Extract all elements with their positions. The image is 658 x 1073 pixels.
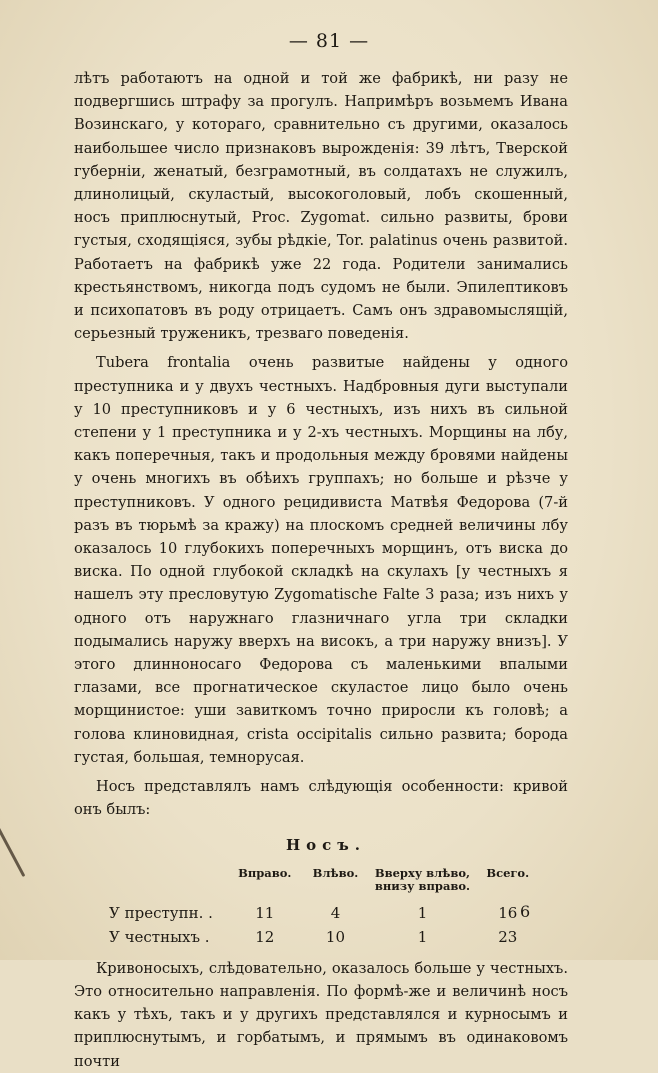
table-header-cell: Влѣво. bbox=[312, 865, 359, 880]
paragraph-2: Tubera frontalia очень развитые найдены у одного преступника и у двухъ честныхъ. Надбровныя дуги выступали у 10 преступниковъ и у 6 честныхъ, изъ нихъ въ сильной степени у 1 преступника и у 2-хъ честныхъ. Морщины на лбу, какъ поперечныя, такъ и продольныя между бровями найдены у очень многихъ въ обѣихъ группахъ; но больше и рѣзче у преступниковъ. У одного рецидивиста Матвѣя Федорова (7-й разъ въ тюрьмѣ за кражу) на плоскомъ средней величины лбу оказалось 10 глубокихъ поперечныхъ морщинъ, отъ виска до виска. По одной глубокой складкѣ на скулахъ [у честныхъ я нашелъ эту пресловутую Zygomatische Falte 3 раза; изъ нихъ у одного отъ наружнаго глазничнаго угла три складки подымались наружу вверхъ на високъ, а три наружу внизъ]. У этого длинноносаго Федорова съ маленькими впалыми глазами, все прогнатическое скуластое лицо было очень морщинистое: уши завиткомъ точно приросли къ головѣ; а голова клиновидная, crista occipitalis сильно развита; борода густая, большая, темнорусая. bbox=[74, 354, 568, 766]
table-header-cell: Вверху влѣво, внизу вправо. bbox=[374, 865, 471, 893]
nose-table bbox=[109, 867, 539, 949]
body-text bbox=[74, 67, 568, 1073]
table-row bbox=[109, 925, 539, 949]
table-cell: 23 bbox=[498, 927, 518, 946]
table-header-cell: Всего. bbox=[486, 865, 530, 880]
table-cell: 10 bbox=[325, 927, 346, 946]
table-cell: 1 bbox=[417, 927, 428, 946]
table-cell: 12 bbox=[255, 927, 275, 946]
paragraph-1: лѣтъ работаютъ на одной и той же фабрикѣ, ни разу не подвергшись штрафу за прогулъ. Напримѣръ возьмемъ Ивана Возинскаго, у котораго, сравнительно съ другими, оказалось наибольшее число признаковъ вырожденія: 39 лѣтъ, Тверской губерніи, женатый, безграмотный, въ солдатахъ не служилъ, длинолицый, скуластый, высокоголовый, лобъ скошенный, носъ приплюснутый, Proc. Zygomat. сильно развиты, брови густыя, сходящіяся, зубы рѣдкіе, Tor. palatinus очень развитой. Работаетъ на фабрикѣ уже 22 года. Родители занимались крестьянствомъ, никогда подъ судомъ не были. Эпилептиковъ и психопатовъ въ роду отрицаетъ. Самъ онъ здравомыслящій, серьезный труженикъ, трезваго поведенія. bbox=[74, 70, 568, 343]
paragraph-4: Кривоносыхъ, слѣдовательно, оказалось больше у честныхъ. Это относительно направленія. По формѣ-же и величинѣ носъ какъ у тѣхъ, такъ и у другихъ представлялся и курносымъ и приплюснутымъ, и горбатымъ, и прямымъ въ одинаковомъ почти bbox=[74, 959, 568, 1070]
table-row bbox=[109, 901, 539, 925]
paragraph-3: Носъ представлялъ намъ слѣдующія особенности: кривой онъ былъ: bbox=[74, 778, 568, 819]
table-cell: 16 bbox=[498, 903, 518, 922]
table-cell: 1 bbox=[417, 903, 428, 922]
ink-mark bbox=[0, 821, 25, 877]
table-header-row bbox=[109, 867, 539, 901]
table-header-cell: Вправо. bbox=[238, 865, 292, 880]
table-cell: 11 bbox=[255, 903, 275, 922]
page-number: — 81 — bbox=[288, 30, 370, 52]
table-header-cell bbox=[109, 867, 227, 901]
table-cell: У честныхъ . bbox=[109, 927, 210, 946]
table-cell: У преступн. . bbox=[109, 903, 213, 922]
signature-mark: 6 bbox=[520, 902, 531, 921]
table-cell: 4 bbox=[330, 903, 341, 922]
table-title: Носъ. bbox=[285, 835, 367, 854]
